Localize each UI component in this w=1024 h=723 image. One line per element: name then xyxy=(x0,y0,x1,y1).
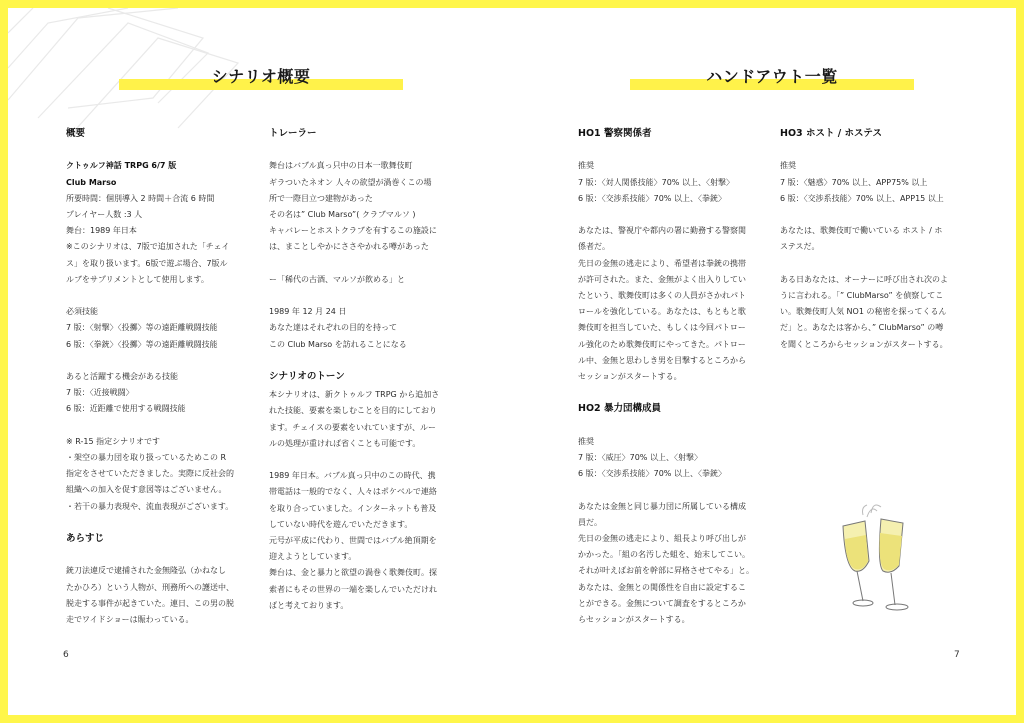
trailer-line: ギラついたネオン 人々の欲望が渦巻くこの場 xyxy=(269,177,432,187)
era-line: を取り合っていました。インターネットも普及 xyxy=(269,503,437,513)
ho1-text-line: 舞伎町を担当していた、もしくは今回パトロー xyxy=(578,323,746,333)
notes-line: ※ R-15 指定シナリオです xyxy=(66,436,161,446)
useful-line: 6 版：近距離で使用する戦闘技能 xyxy=(66,404,186,414)
ho1-text-line: たという、歌舞伎町は多くの人員がさかれパト xyxy=(578,291,746,300)
ho3-text-line: だ」と。あなたは客から、” ClubMarso” の噂 xyxy=(780,323,944,333)
tone-line: ルの処理が重ければ省くことも可能です。 xyxy=(269,438,421,448)
ho2-text-line: それが叶えばお前を幹部に昇格させてやる」と。 xyxy=(578,566,754,576)
ho2-text-line: 員だ。 xyxy=(578,517,602,527)
era-line: していない時代を遊んでいただきます。 xyxy=(269,519,413,529)
ho3-rec-line: 推奨 xyxy=(780,161,796,171)
ho2-text-line: あなたは、金無との関係性を自由に設定するこ xyxy=(578,582,746,592)
champagne-glasses-illustration xyxy=(833,501,923,616)
info-line: プレイヤー人数 :3 人 xyxy=(66,210,143,219)
tone-heading: シナリオのトーン xyxy=(269,370,345,382)
ho2-text-line: らセッションがスタートする。 xyxy=(578,615,690,625)
synopsis-line: 脱走する事件が起きていた。連日、この男の脱 xyxy=(66,598,234,608)
synopsis-line: 銃刀法違反で逮捕された金無隆弘（かねなし xyxy=(66,566,226,576)
trailer-line: キャバレーとホストクラブを有するこの施設に xyxy=(269,226,437,236)
ho2-heading: HO2 暴力団構成員 xyxy=(578,403,661,415)
section-title-handouts xyxy=(630,66,914,90)
column-handout-3 xyxy=(780,126,975,353)
notes-line: ・若干の暴力表現や、流血表現がございます。 xyxy=(66,501,234,511)
scenario-name: Club Marso xyxy=(66,177,117,187)
skills-line: 6 版：〈拳銃〉〈投擲〉等の遠距離戦闘技能 xyxy=(66,339,218,349)
ho3-text-line: ステスだ。 xyxy=(780,242,820,252)
era-line: 舞台は、金と暴力と欲望の渦巻く歌舞伎町。探 xyxy=(269,568,437,578)
ho1-rec-line: 6 版：〈交渉系技能〉70% 以上、〈拳銃〉 xyxy=(578,193,726,203)
trailer-line: 所で一際目立つ建物があった xyxy=(269,193,373,203)
info-line: ルブをサプリメントとして使用します。 xyxy=(66,274,209,284)
section-title-scenario xyxy=(119,66,403,90)
ho3-rec-line: 7 版：〈魅惑〉70% 以上、APP75% 以上 xyxy=(780,177,928,187)
ho1-text-line: 係者だ。 xyxy=(578,242,610,252)
useful-line: 7 版：〈近接戦闘〉 xyxy=(66,388,134,398)
trailer-quote: ー「稀代の古酒、マルソが飲める」と xyxy=(269,274,405,284)
overview-heading: 概要 xyxy=(66,128,86,139)
ho1-text-line: ル強化のため歌舞伎町にやってきた。パトロー xyxy=(578,339,746,349)
date-line: あなた達はそれぞれの目的を持って xyxy=(269,323,397,333)
synopsis-line: たかひろ）という人物が、刑務所への護送中、 xyxy=(66,582,234,592)
ho2-rec-line: 7 版：〈威圧〉70% 以上、〈射撃〉 xyxy=(578,453,702,462)
ho2-text-line: かかった。「組の名汚した蛆を、始末してこい。 xyxy=(578,550,750,560)
ho2-text-line: あなたは金無と同じ暴力団に所属している構成 xyxy=(578,501,746,511)
tone-line: れた技能、要素を楽しむことを目的にしており xyxy=(269,406,437,416)
ho1-text-line: セッションがスタートする。 xyxy=(578,372,682,382)
era-line: ばと考えております。 xyxy=(269,600,349,610)
column-handouts-1-2 xyxy=(578,126,768,628)
ho1-rec-line: 7 版：〈対人関係技能〉70% 以上、〈射撃〉 xyxy=(578,177,734,187)
era-line: 帯電話は一般的でなく、人々はポケベルで連絡 xyxy=(269,487,437,497)
ho1-heading: HO1 警察関係者 xyxy=(578,128,652,139)
ho1-text-line: 先日の金無の逃走により、希望者は拳銃の携帯 xyxy=(578,258,746,268)
ho2-text-line: とができる。金無について調査をするところか xyxy=(578,598,746,608)
skills-line: 7 版：〈射撃〉〈投擲〉等の遠距離戦闘技能 xyxy=(66,323,218,333)
useful-line: あると活躍する機会がある技能 xyxy=(66,372,178,381)
tone-line: ます。チェイスの要素をいれていますが、ルー xyxy=(269,422,437,432)
era-line: 索者にもその世界の一端を楽しんでいただけれ xyxy=(269,584,437,594)
ho3-text-line: あなたは、歌舞伎町で働いている ホスト / ホ xyxy=(780,226,943,236)
tone-line: 本シナリオは、新クトゥルフ TRPG から追加さ xyxy=(269,390,440,400)
ho2-rec-line: 推奨 xyxy=(578,436,594,446)
ho1-text-line: ル中、金無と思わしき男を目撃するところから xyxy=(578,355,746,365)
info-line: 所要時間：個別導入 2 時間＋合流 6 時間 xyxy=(66,193,215,203)
date-line: この Club Marso を訪れることになる xyxy=(269,339,407,349)
trailer-line: 舞台はバブル真っ只中の日本一歌舞伎町 xyxy=(269,161,413,171)
ho2-text-line: 先日の金無の逃走により、組長より呼び出しが xyxy=(578,534,746,543)
trailer-heading: トレーラー xyxy=(269,128,317,139)
date-line: 1989 年 12 月 24 日 xyxy=(269,307,347,317)
ho3-text-line: を聞くところからセッションがスタートする。 xyxy=(780,339,948,349)
system-name: クトゥルフ神話 TRPG 6/7 版 xyxy=(66,161,177,171)
synopsis-heading: あらすじ xyxy=(66,533,105,544)
notes-line: ・架空の暴力団を取り扱っているためこの R xyxy=(66,453,227,462)
page-number-left: 6 xyxy=(63,650,69,660)
ho1-text-line: が許可された。また、金無がよく出入りしてい xyxy=(578,274,746,284)
notes-line: 組織への加入を促す意図等はございません。 xyxy=(66,485,227,495)
column-trailer xyxy=(269,126,459,614)
trailer-line: は、まことしやかにささやかれる噂があった xyxy=(269,242,429,252)
spread-page xyxy=(8,8,1016,715)
ho3-text-line: ある日あなたは、オーナーに呼び出され次のよ xyxy=(780,274,948,284)
skills-line: 必須技能 xyxy=(66,307,98,317)
ho1-rec-line: 推奨 xyxy=(578,161,594,171)
synopsis-line: 走でワイドショーは賑わっている。 xyxy=(66,615,194,624)
era-line: 1989 年日本。バブル真っ只中のこの時代、携 xyxy=(269,471,436,481)
page-number-right: 7 xyxy=(954,650,960,660)
ho3-text-line: うに言われる。「” ClubMarso” を偵察してこ xyxy=(780,290,944,300)
ho2-rec-line: 6 版：〈交渉系技能〉70% 以上、〈拳銃〉 xyxy=(578,469,726,479)
era-line: 迎えようとしています。 xyxy=(269,552,357,562)
ho3-rec-line: 6 版：〈交渉系技能〉70% 以上、APP15 以上 xyxy=(780,193,944,203)
info-line: ス」を取り扱います。6版で遊ぶ場合、7版ル xyxy=(66,258,228,268)
section-title-text: ハンドアウト一覧 xyxy=(706,67,838,86)
section-title-text: シナリオ概要 xyxy=(211,67,311,86)
column-overview xyxy=(66,126,256,628)
notes-line: 指定をさせていただきました。実際に反社会的 xyxy=(66,469,234,479)
ho3-heading: HO3 ホスト / ホステス xyxy=(780,128,882,139)
info-line: 舞台：1989 年日本 xyxy=(66,226,137,236)
ho1-text-line: ロールを強化している。あなたは、もともと歌 xyxy=(578,307,746,317)
trailer-line: その名は” Club Marso”( クラブマルソ ) xyxy=(269,210,416,219)
era-line: 元号が平成に代わり、世間ではバブル絶頂期を xyxy=(269,536,437,545)
info-line: ※このシナリオは、7版で追加された「チェイ xyxy=(66,242,230,252)
ho3-text-line: い。歌舞伎町人気 NO1 の秘密を探ってくるん xyxy=(780,307,947,317)
ho1-text-line: あなたは、警視庁や都内の署に勤務する警察関 xyxy=(578,226,746,236)
